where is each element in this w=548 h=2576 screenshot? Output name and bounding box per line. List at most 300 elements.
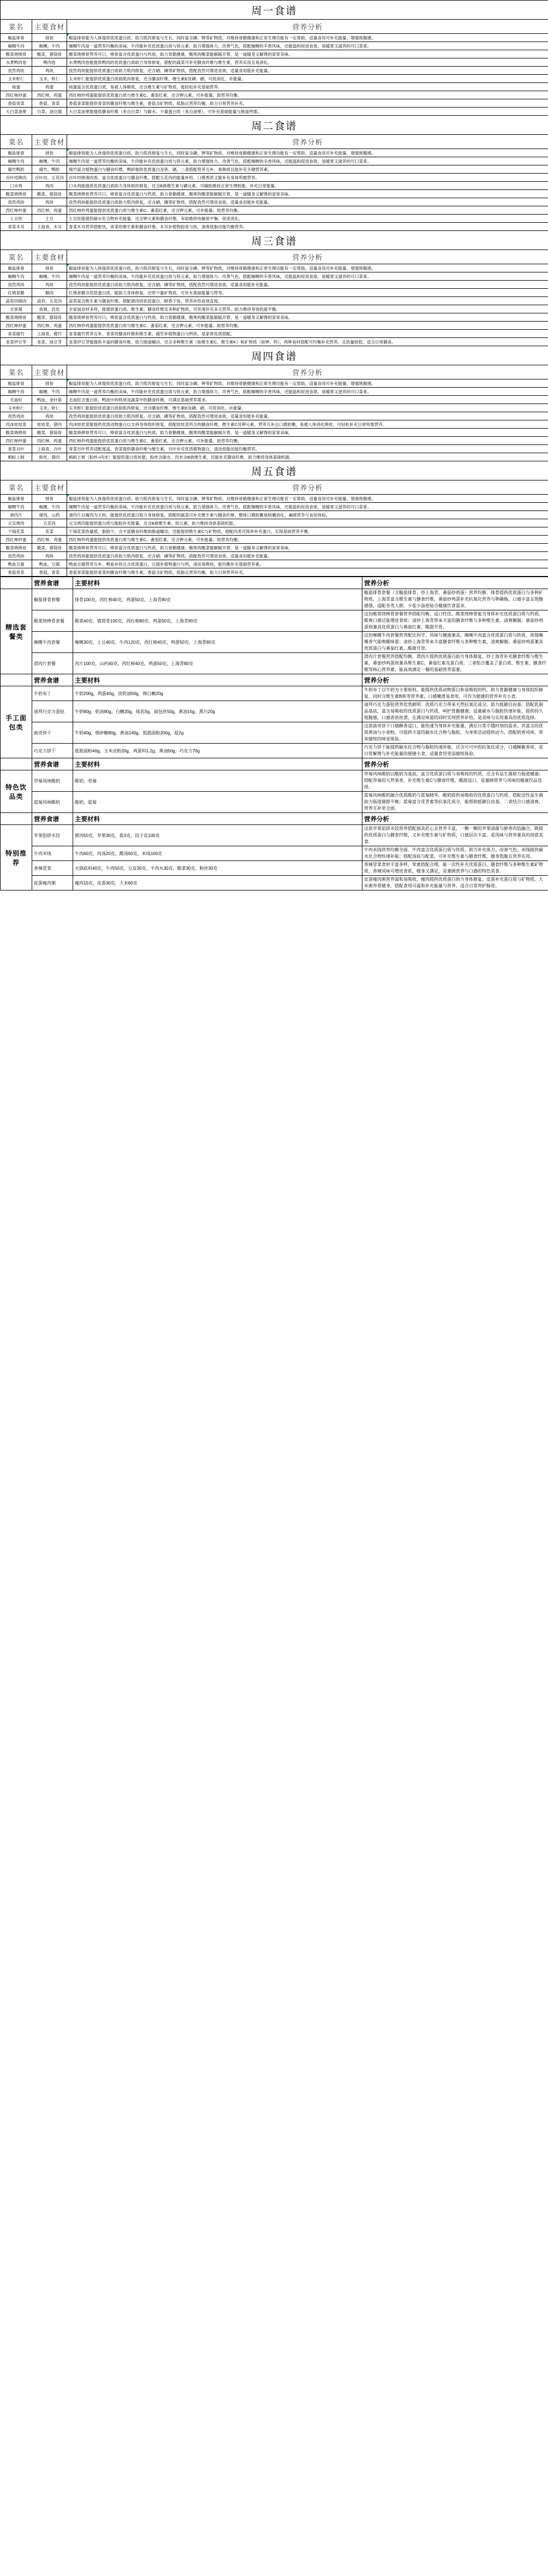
table-row [1,544,548,552]
table-row [1,527,548,536]
dish-nutrition-analysis: 椒盐排骨能为人体提供优质蛋白质，助力肌肉修复与生长，同时富含磷、钾等矿物质，对维持骨骼健康和正常生理功能有一定帮助，适量食用可补充能量、增强饱腹感。 [67,495,548,503]
recipe-nutrition-analysis: 牛奶布丁以牛奶为主要原料，能提供优质动物蛋白和易吸收的钙，助力骨骼健康与身体组织修复，同时含维生素B族等营养素，口感嫩滑易食用，可作为便捷的营养补充小食。 [362,686,548,701]
col-header-materials: 主要材料 [73,674,362,686]
dish-ingredients: 咖喱，牛肉 [32,42,67,50]
dish-nutrition-analysis: 红烧老鹅含优质蛋白质，能助力身体修复，还带少量矿物质，可补允基础能量与营养。 [67,289,548,297]
table-row [1,313,548,322]
dish-nutrition-analysis: 酸菜烧棒骨营养可口，棒骨富含优质蛋白与钙质，助力骨骼健康，酸爽的酸菜能解腻开胃，是一道暖身又解馋的家常美味。 [67,429,548,437]
dish-name: 西红柿炒蛋 [1,536,32,544]
dish-name: 红烧老鹅 [1,289,32,297]
dish-nutrition-analysis: 西红柿炒鸡蛋能提供优质蛋白质与维生素C、番茄红素，还含钾元素，可补能量、助营养均衡。 [67,437,548,445]
dish-nutrition-analysis: 青菜腐竹营养互补，青菜给膳食纤维和维生素，腐竹补植物蛋白与钙铁，是家常优质搭配。 [67,330,548,338]
day-title: 周三食谱 [1,231,548,250]
col-header-analysis: 营养分析 [362,758,548,770]
col-header-analysis: 营养分析 [67,250,548,264]
table-row [1,404,548,412]
table-row [1,75,548,83]
col-header-name: 菜名 [1,480,32,495]
table-row [1,67,548,75]
table-row [1,272,548,281]
dish-ingredients: 鸡块 [32,67,67,75]
dish-ingredients: 鸭肉卷 [32,58,67,67]
recipe-name: 酸菜烧棒骨套餐 [32,610,73,632]
dish-name: 滑肉片 [1,511,32,519]
col-header-name: 菜名 [1,250,32,264]
table-row [1,632,548,653]
recipe-nutrition-analysis: 这份咖喱牛肉套餐营养配比科学，风味与健康兼具。咖喱牛肉富含优质蛋白质与铁质，浓郁咖喱香气能唤醒味蕾；清炒上海青带来丰富膳食纤维与多种维生素，清爽解腻；番茄炒鸡蛋兼具优质蛋白与番茄红素，酸甜开胃。 [362,632,548,653]
dish-ingredients: 百叶结，五花肉 [32,174,67,182]
dish-name: 西红柿炒蛋 [1,322,32,330]
table-row [1,536,548,544]
dish-nutrition-analysis: 椒盐排骨能为人体提供优质蛋白质，助力肌肉修复与生长，同时富含磷、钾等矿物质，对维持骨骼健康和正常生理功能有一定帮助，适量食用可补充能量、增强饱腹感。 [67,264,548,272]
dish-ingredients: 西红柿，鸡蛋 [32,206,67,215]
dish-ingredients: 上海青，腐竹 [32,330,67,338]
dish-ingredients: 鸭血，豆腐 [32,560,67,568]
dish-nutrition-analysis: 西红柿炒鸡蛋能提供优质蛋白质与维生素C、番茄红素，还含钾元素，可补能量、助营养均衡。 [67,322,548,330]
table-row [1,770,548,792]
dish-ingredients: 酸菜，猪筒骨 [32,544,67,552]
dish-nutrition-analysis: 咖喱牛肉是一道营养均衡的美味，牛肉能补充优质蛋白质与铁元素，助力增强体力、改善气色，搭配咖喱的辛香风味，还能温和促进食欲，是暖胃又滋养的可口菜肴。 [67,388,548,396]
recipe-name: 草莓风味酸奶 [32,770,73,792]
dish-name: 青菜腐竹 [1,330,32,338]
dish-ingredients: 排骨 [32,34,67,42]
table-row [1,388,548,396]
dish-ingredients: 上海青，百叶 [32,445,67,453]
dish-name: 香菇青菜 [1,568,32,577]
dish-ingredients: 排骨 [32,264,67,272]
dish-ingredients: 香菇，青菜 [32,568,67,577]
dish-name: 椒盐排骨 [1,149,32,157]
table-row [1,289,548,297]
dish-name: 玉米虾仁 [1,75,32,83]
table-row [1,552,548,560]
recipe-nutrition-analysis: 香辣冒菜食材丰富多样，荤素搭配合理，能一次性补充优质蛋白、膳食纤维与多种维生素矿物质，香辣风味可增进食欲，暖身又满足，是兼顾营养与口感的特色美食。 [362,861,548,876]
dish-nutrition-analysis: 蚂蚁上树（粉丝+肉末）能提供蛋白质补能，粉丝含碳水、肉末含B族维生素，还能补充膳食纤维，助力维持身体基础机能。 [67,453,548,461]
table-row [1,503,548,511]
table-row [1,379,548,388]
col-header-materials: 主要材料 [73,813,362,825]
day-title-row [1,116,548,135]
dish-ingredients: 西红柿，鸡蛋 [32,536,67,544]
category-header-row [1,813,548,825]
dish-name: 韭菜炒豆芽 [1,338,32,346]
dish-name: 椒盐排骨 [1,264,32,272]
table-row [1,412,548,420]
dish-ingredients: 酸菜，猪筒骨 [32,50,67,58]
col-header-analysis: 营养分析 [362,674,548,686]
col-header-ingredients: 主要食材 [32,135,67,149]
dish-ingredients: 五花肉 [32,519,67,527]
recipe-materials: 瘦肉15克，皮蛋30克，大米60克 [73,876,362,891]
day-title: 周二食谱 [1,116,548,135]
recipe-name: 曲奇饼干 [32,722,73,744]
dish-name: 蒜苔回锅肉 [1,297,32,305]
dish-nutrition-analysis: 干锅花菜热量低、脂肪少，含丰富膳食纤维助肠道蠕动，还能提供维生素C与矿物质，搭配肉类可简单补充蛋白，实现基础营养平衡。 [67,527,548,536]
recipe-nutrition-analysis: 椒盐排骨套餐（含椒盐排骨、炒上海青、番茄炒鸡蛋）营养均衡，排骨提供优质蛋白与多种矿物质，上海青富含维生素与膳食纤维，番茄炒鸡蛋补充抗氧化营养与卵磷脂，口感丰富且饱腹感强，适配各类人群，少盐少油更贴合健康饮食需求。 [362,589,548,610]
col-header-recipe: 营养食谱 [32,813,73,825]
dish-ingredients: 酸菜，猪筒骨 [32,429,67,437]
dish-ingredients: 咖喱，牛肉 [32,388,67,396]
recipe-materials: 酸菜40克，猪筒骨100克，西红柿80克，鸡蛋50克，上海青80克 [73,610,362,632]
dish-name: 咖喱牛肉 [1,272,32,281]
table-row [1,338,548,346]
col-header-ingredients: 主要食材 [32,480,67,495]
dish-name: 酸菜烧棒骨 [1,544,32,552]
dish-name: 酸菜烧棒骨 [1,50,32,58]
recipe-nutrition-analysis: 巧克力饼干能提供碳水化合物与脂肪快速补能，还含可可中的抗氧化成分，口感酥脆香浓，是日常解馋与补充能量的便捷小食，适量食用更添愉悦体验。 [362,744,548,758]
dish-ingredients: 粉丝，猪肉 [32,453,67,461]
dish-nutrition-analysis: 土豆丝能提供碳水化合物补充能量，还含钾元素和膳食纤维，有助维持电解质平衡、促进消化。 [67,215,548,223]
table-row [1,589,548,610]
dish-name: 椒盐排骨 [1,34,32,42]
category-label: 手工面包类 [1,686,32,758]
category-label: 精选套餐类 [1,589,32,674]
dish-ingredients: 上海青，木耳 [32,223,67,231]
dish-name: 元宝烧肉 [1,519,32,527]
recipe-nutrition-analysis: 这份酸菜烧棒骨套餐营养搭配均衡，适口性佳。酸菜烧棒骨能为身体补充优质蛋白质与钙质，酸爽口感还能增进食欲；清炒上海青带来丰富的膳食纤维与多种维生素，清爽解腻；番茄炒鸡蛋则兼具优质蛋白与番茄红素，酸甜开胃。 [362,610,548,632]
recipe-materials: 酸奶，蓝莓 [73,792,362,813]
dish-name: 青菜百叶 [1,445,32,453]
dish-name: 咖喱牛肉 [1,42,32,50]
table-row [1,305,548,313]
dish-ingredients: 蒜苔，五花肉 [32,297,67,305]
category-header-spacer [1,577,32,589]
dish-nutrition-analysis: 孜然鸡块能提供优质蛋白质助力肌肉修复，还含硒、磷等矿物质，搭配孜然可增进食欲，适量食用能补充能量。 [67,281,548,289]
table-row [1,297,548,305]
dish-nutrition-analysis: 椒盐排骨能为人体提供优质蛋白质，助力肌肉修复与生长，同时富含磷、钾等矿物质，对维持骨骼健康和正常生理功能有一定帮助，适量食用可补充能量、增强饱腹感。 [67,34,548,42]
category-header-spacer [1,813,32,825]
dish-ingredients: 娃娃菜，猪肉 [32,420,67,429]
category-header-spacer [1,758,32,770]
dish-nutrition-analysis: 蒜苔富含维生素与膳食纤维，搭配猪肉的优质蛋白，鲜香下饭，营养补给高效直接。 [67,297,548,305]
dish-nutrition-analysis: 玉米虾仁能提供优质蛋白质助肌肉修复，还含膳食纤维、维生素E及磷、硒，可促消化、补能量。 [67,75,548,83]
dish-name: 青菜木耳 [1,223,32,231]
table-row [1,511,548,519]
recipe-nutrition-analysis: 这款曲奇饼干口感酥香适口，能快速为身体补充能量，满足日常小饿时刻的需求。其富含的优质黄油与小麦粉，可提供丰富的碳水化合物与脂肪，为身体活动提供动力，搭配奶香风味，带来愉悦的味觉体验。 [362,722,548,744]
col-header-analysis: 营养分析 [67,480,548,495]
recipe-materials: 猪肉50克，苹果30克，盐3克，饺子皮100克 [73,825,362,846]
dish-nutrition-analysis: 大白菜油果能提供膳食纤维（来自白菜）与碳水、少量蛋白质（来自油果），可补充基础能量与肠道所需。 [67,108,548,116]
dish-name: 咖喱牛肉 [1,157,32,165]
dish-nutrition-analysis: 椒盐排骨能为人体提供优质蛋白质，助力肌肉修复与生长，同时富含磷、钾等矿物质，对维持骨骼健康和正常生理功能有一定帮助，适量食用可补充能量、增强饱腹感。 [67,379,548,388]
dish-name: 西红柿炒蛋 [1,437,32,445]
col-header-name: 菜名 [1,365,32,379]
day-header-row [1,365,548,379]
col-header-name: 菜名 [1,135,32,149]
recipe-materials: 肉片100克，山药40克，西红柿40克，鸡蛋50克，上海青80克 [73,653,362,674]
dish-ingredients: 西红柿，鸡蛋 [32,437,67,445]
category-header-row [1,577,548,589]
table-row [1,206,548,215]
dish-nutrition-analysis: 孜然鸡块能提供优质蛋白质助力肌肉修复，还含硒、磷等矿物质，搭配孜然可增进食欲，适量食用能补充能量。 [67,198,548,206]
table-row [1,701,548,722]
dish-ingredients: 排骨 [32,379,67,388]
category-header-row [1,674,548,686]
dish-ingredients: 排骨 [32,149,67,157]
recipe-nutrition-analysis: 牛肉米线营养均衡全面，牛肉富含优质蛋白质与铁质，助力补充体力、改善气色；米线提供碳水化合物快速补能；搭配汤底与配菜，可补充维生素与膳食纤维，暖身饱腹且营养实用。 [362,846,548,861]
table-row [1,876,548,891]
dish-name: 玉米虾仁 [1,404,32,412]
dish-nutrition-analysis: 酸菜烧棒骨营养可口，棒骨富含优质蛋白与钙质，助力骨骼健康，酸爽的酸菜能解腻开胃，是一道暖身又解馋的家常美味。 [67,313,548,322]
recipe-nutrition-analysis: 皮蛋瘦肉粥营养温和易吸收，瘦肉提供优质蛋白助力身体修复，皮蛋补充蛋白质与矿物质，大米粥养胃暖身，搭配食用可温和补充能量与营养，适合日常养护肠胃。 [362,876,548,891]
table-row [1,182,548,190]
table-row [1,495,548,503]
table-row [1,264,548,272]
dish-nutrition-analysis: 咖喱牛肉是一道营养均衡的美味，牛肉能补充优质蛋白质与铁元素，助力增强体力、改善气色，搭配咖喱的辛香风味，还能温和促进食欲，是暖胃又滋养的可口菜肴。 [67,42,548,50]
col-header-analysis: 营养分析 [362,577,548,589]
table-row [1,91,548,99]
dish-nutrition-analysis: 酸菜烧棒骨营养可口，棒骨富含优质蛋白与钙质，助力骨骼健康，酸爽的酸菜能解腻开胃，是一道暖身又解馋的家常美味。 [67,544,548,552]
table-row [1,846,548,861]
dish-name: 毛血旺 [1,396,32,404]
dish-name: 百叶结烧肉 [1,174,32,182]
recipe-materials: 咖喱30克，土豆40克，牛肉120克，西红柿40克，鸡蛋50克，上海青80克 [73,632,362,653]
table-row [1,825,548,846]
dish-nutrition-analysis: 西红柿炒鸡蛋能提供优质蛋白质与维生素C、番茄红素，还含钾元素，可补能量、助营养均衡。 [67,536,548,544]
day-title-row [1,461,548,480]
dish-nutrition-analysis: 元宝烧肉能提供蛋白质与脂肪补充能量，还含B族维生素、铁元素，助力维持身体基础机能。 [67,519,548,527]
recipe-nutrition-analysis: 这款苹果馅饼水饺营养搭配独具匠心且营养丰富，一颗一颗的苹果清甜与鲜香肉馅融合，既提供优质蛋白与膳食纤维，又补充维生素与矿物质，口感层次丰富，是风味与营养兼具的创意美食。 [362,825,548,846]
table-row [1,330,548,338]
dish-name: 腐竹鸭胗 [1,165,32,174]
dish-nutrition-analysis: 香菇青菜能提供青菜的膳食纤维与维生素，香菇含矿物质，低脂且营养均衡，助力日常营养补充。 [67,568,548,577]
col-header-recipe: 营养食谱 [32,758,73,770]
table-row [1,34,548,42]
dish-ingredients: 玉米，虾仁 [32,75,67,83]
dish-ingredients: 腐竹，鸭胗 [32,165,67,174]
table-row [1,42,548,50]
recipe-materials: 牛奶80g，奶油90g，白糖20g，炼乳5g，面包丝50g，黄油15g，黑巧20g [73,701,362,722]
category-header-spacer [1,674,32,686]
table-row [1,722,548,744]
table-row [1,792,548,813]
dish-name: 蚂蚁上树 [1,453,32,461]
dish-ingredients: 排骨 [32,495,67,503]
col-header-ingredients: 主要食材 [32,20,67,34]
table-row [1,453,548,461]
day-title-row [1,1,548,20]
dish-ingredients: 香菇，青菜 [32,99,67,108]
recipe-nutrition-analysis: 迪拜巧克力蛋挞营养优势鲜明：优质巧克力带来天然抗氧化成分，助力抵御自由基；搭配乳制品基底，富含易吸收的优质蛋白与钙质，呵护骨骼健康；适量碳水与脂肪快速补能、提供持久饱腹感，口感香浓丝滑，在满足味蕾的同时实现营养补给，是美味与实用兼具的优质选择。 [362,701,548,722]
dish-nutrition-analysis: 孜然鸡块能提供优质蛋白质助力肌肉修复，还含硒、磷等矿物质，搭配孜然可增进食欲，适量食用能补充能量。 [67,67,548,75]
recipe-name: 苹果馅饼水饺 [32,825,73,846]
dish-ingredients: 鸡块 [32,412,67,420]
dish-nutrition-analysis: 毛血旺含蛋白质、鸭血中的铁质及蔬菜中的膳食纤维，可满足基础营养需求。 [67,396,548,404]
dish-name: 肉沫娃娃菜 [1,420,32,429]
dish-ingredients: 鹅肉 [32,289,67,297]
dish-name: 全家福 [1,305,32,313]
dish-nutrition-analysis: 青菜百叶营养适配度高，青菜提供膳食纤维与维生素，百叶补充优质植物蛋白，清淡低脂还能均衡营养。 [67,445,548,453]
dish-nutrition-analysis: 香菇青菜能提供青菜的膳食纤维与维生素，香菇含矿物质，低脂且营养均衡，助力日常营养补充。 [67,99,548,108]
dish-nutrition-analysis: 水煮鸭肉卷能提供鸭肉的优质蛋白质助力身体修复，搭配的蔬菜可补充膳食纤维与维生素，营养实用且易消化。 [67,58,548,67]
recipe-nutrition-analysis: 草莓风味酸奶以酸奶为基底，富含优质蛋白质与易吸收的钙质，还含有益生菌助力肠道健康；搭配草莓的天然果香，补充维生素C与膳食纤维，酸甜适口，是兼顾营养与风味的健康饮品选择。 [362,770,548,792]
table-row [1,610,548,632]
category-label: 特色饮品类 [1,770,32,813]
dish-name: 咖喱牛肉 [1,388,32,396]
recipe-materials: 排骨100克，西红柿40克，鸡蛋50克，上海青80克 [73,589,362,610]
dish-ingredients: 白菜，油豆腐 [32,108,67,116]
dish-ingredients: 花菜 [32,527,67,536]
recipe-name: 巧克力饼干 [32,744,73,758]
category-header-row [1,758,548,770]
dish-name: 椒盐排骨 [1,379,32,388]
dish-nutrition-analysis: 玉米虾仁能提供优质蛋白质助肌肉修复，还含膳食纤维、维生素E及磷、硒，可促消化、补能量。 [67,404,548,412]
col-header-analysis: 营养分析 [67,20,548,34]
table-row [1,281,548,289]
dish-ingredients: 西红柿，鸡蛋 [32,91,67,99]
table-row [1,223,548,231]
recipe-name: 皮蛋瘦肉粥 [32,876,73,891]
col-header-recipe: 营养食谱 [32,577,73,589]
dish-nutrition-analysis: 全家福食材多样，能提供蛋白质、维生素、膳食纤维及多种矿物质，可快速补充多元营养，助力维持身体机能平衡。 [67,305,548,313]
dish-ingredients: 鱼圆，肉皮 [32,305,67,313]
dish-ingredients: 玉米，虾仁 [32,404,67,412]
dish-ingredients: 鸡块 [32,198,67,206]
day-header-row [1,20,548,34]
day-header-row [1,250,548,264]
category-label: 特别推荐 [1,825,32,891]
dish-name: 酸菜烧棒骨 [1,429,32,437]
table-row [1,174,548,182]
col-header-recipe: 营养食谱 [32,674,73,686]
dish-name: 孜然鸡块 [1,412,32,420]
dish-name: 咖喱牛肉 [1,503,32,511]
col-header-analysis: 营养分析 [362,813,548,825]
dish-ingredients: 鸡肉 [32,182,67,190]
dish-name: 土豆丝 [1,215,32,223]
dish-name: 炖蛋 [1,83,32,91]
table-row [1,686,548,701]
dish-name: 酸菜烧棒骨 [1,190,32,198]
weekly-menu-sheet [0,0,548,891]
dish-nutrition-analysis: 孜然鸡块能提供优质蛋白质助力肌肉修复，还含硒、磷等矿物质，搭配孜然可增进食欲，适量食用能补充能量。 [67,412,548,420]
recipe-name: 牛肉米线 [32,846,73,861]
dish-ingredients: 鸡蛋 [32,83,67,91]
dish-nutrition-analysis: 西红柿炒鸡蛋能提供优质蛋白质与维生素C、番茄红素，还含钾元素，可补能量、助营养均衡。 [67,91,548,99]
dish-nutrition-analysis: 西红柿炒鸡蛋能提供优质蛋白质与维生素C、番茄红素，还含钾元素，可补能量、助营养均衡。 [67,206,548,215]
table-row [1,519,548,527]
dish-ingredients: 咖喱，牛肉 [32,272,67,281]
table-row [1,157,548,165]
recipe-materials: 牛奶200g，鸡蛋40g，淡奶油50g，绵白糖20g [73,686,362,701]
table-row [1,165,548,174]
dish-nutrition-analysis: 炖蛋富含优质蛋白质，易被人体吸收，还含维生素与矿物质，能轻松补充基础营养。 [67,83,548,91]
dish-ingredients: 猪肉，山药 [32,511,67,519]
recipe-materials: 酸奶，草莓 [73,770,362,792]
table-row [1,58,548,67]
table-row [1,437,548,445]
table-row [1,215,548,223]
dish-nutrition-analysis: 椒盐排骨能为人体提供优质蛋白质，助力肌肉修复与生长，同时富含磷、钾等矿物质，对维持骨骼健康和正常生理功能有一定帮助，适量食用可补充能量、增强饱腹感。 [67,149,548,157]
dish-nutrition-analysis: 咖喱牛肉是一道营养均衡的美味，牛肉能补充优质蛋白质与铁元素，助力增强体力、改善气色，搭配咖喱的辛香风味，还能温和促进食欲，是暖胃又滋养的可口菜肴。 [67,157,548,165]
table-row [1,653,548,674]
recipe-materials: 低筋面粉40g，玉米淀粉20g，鸡蛋料1.2g，黄油50g，巧克力70g [73,744,362,758]
day-header-row [1,480,548,495]
dish-nutrition-analysis: 滑肉片以瘦肉为主料，能提供优质蛋白助力身体修复，搭配的蔬菜可补充维生素与膳食纤维，整体口感软嫩易咀嚼消化，兼顾营养与食用体验。 [67,511,548,519]
table-row [1,445,548,453]
col-header-analysis: 营养分析 [67,365,548,379]
day-title-row [1,346,548,365]
dish-nutrition-analysis: 百叶结吸满肉香，富含优质蛋白与膳食纤维，搭配五花肉的能量补给，口感香浓又能补充身体所需营养。 [67,174,548,182]
recipe-name: 蓝莓风味酸奶 [32,792,73,813]
table-row [1,83,548,91]
dish-name: 水煮鸭肉卷 [1,58,32,67]
recipe-materials: 牛奶40g，细砂糖80g，黄油140g，低筋面粉200g，盐2g [73,722,362,744]
recipe-name: 迪拜巧克力蛋挞 [32,701,73,722]
recipe-materials: 火锅底料40克，牛肉50克，豆皮30克，牛肉丸30克，酸菜30克，粉丝30克 [73,861,362,876]
table-row [1,429,548,437]
dish-name: 西红柿炒蛋 [1,206,32,215]
dish-nutrition-analysis: 腐竹富含植物蛋白与膳食纤维，鸭胗提供优质蛋白及铁、硒，二者搭配营养互补，易吸收且能补充关键营养素。 [67,165,548,174]
table-row [1,149,548,157]
dish-name: 鸭血豆腐 [1,560,32,568]
col-header-ingredients: 主要食材 [32,365,67,379]
dish-ingredients: 酸菜，猪筒骨 [32,190,67,198]
menu-table [0,0,548,577]
recipe-name: 滑肉片套餐 [32,653,73,674]
table-row [1,396,548,404]
table-row [1,568,548,577]
recipe-nutrition-analysis: 蓝莓风味酸奶融合优质酸奶与蓝莓精华，酸奶提供易吸收的优质蛋白与钙质，搭配活性益生菌助力肠道菌群平衡；蓝莓富含花青素等抗氧化成分，能帮助抵御自由基，二者结合口感清爽，营养互补更全面。 [362,792,548,813]
dish-name: 孜然鸡块 [1,281,32,289]
dish-nutrition-analysis: 鸭血豆腐营养互补，鸭血补铁且含优质蛋白，豆腐补植物蛋白与钙，清淡易吸收，能均衡补充基础营养素。 [67,560,548,568]
dish-nutrition-analysis: 孜然鸡块能提供优质蛋白质助力肌肉修复，还含硒、磷等矿物质，搭配孜然可增进食欲，适量食用能补充能量。 [67,552,548,560]
table-row [1,50,548,58]
dish-nutrition-analysis: 咖喱牛肉是一道营养均衡的美味，牛肉能补充优质蛋白质与铁元素，助力增强体力、改善气色，搭配咖喱的辛香风味，还能温和促进食欲，是暖胃又滋养的可口菜肴。 [67,503,548,511]
dish-nutrition-analysis: 韭菜炒豆芽能提供丰富的膳食纤维，助力肠道蠕动，还含多种维生素（如维生素C、维生素K）和矿物质（如钾、钙），两种食材搭配可均衡补充营养，且热量较低，适合日常膳食。 [67,338,548,346]
recipe-materials: 牛肉60克，肉汤20克，酸汤60克，米线100克 [73,846,362,861]
dish-nutrition-analysis: 肉沫娃娃菜能提供优质动物蛋白以支持身体组织修复，搭配娃娃菜所含的膳食纤维、维生素C及钾元素，营养互补且口感软嫩，易被人体消化吸收，可轻松补充日常所需营养。 [67,420,548,429]
dish-name: 椒盐排骨 [1,495,32,503]
table-row [1,198,548,206]
recipe-name: 牛奶布丁 [32,686,73,701]
day-header-row [1,135,548,149]
table-row [1,108,548,116]
recipe-name: 咖喱牛肉套餐 [32,632,73,653]
col-header-materials: 主要材料 [73,758,362,770]
recipe-name: 香辣冒菜 [32,861,73,876]
dish-nutrition-analysis: 咖喱牛肉是一道营养均衡的美味，牛肉能补充优质蛋白质与铁元素，助力增强体力、改善气色，搭配咖喱的辛香风味，还能温和促进食欲，是暖胃又滋养的可口菜肴。 [67,272,548,281]
day-title: 周五食谱 [1,461,548,480]
dish-name: 酸菜烧棒骨 [1,313,32,322]
day-title-row [1,231,548,250]
table-row [1,861,548,876]
table-row [1,190,548,198]
dish-ingredients: 咖喱，牛肉 [32,503,67,511]
dish-ingredients: 鸡块 [32,552,67,560]
recipe-nutrition-analysis: 滑肉片套餐营养搭配均衡，滑肉片提供优质蛋白助力身体修复，炒上海青补充膳食纤维与维生素，番茄炒鸡蛋则兼具维生素C、番茄红素及蛋白质，三者组合覆盖了蛋白质、维生素、膳食纤维等核心营养素，能高效满足一餐的基础营养需要。 [362,653,548,674]
table-row [1,744,548,758]
col-header-name: 菜名 [1,20,32,34]
dish-nutrition-analysis: 口水鸡能提供优质蛋白质助力身体组织修复，还含B族维生素与磷元素，可辅助维持正常生理机能，补充日常能量。 [67,182,548,190]
dish-ingredients: 土豆 [32,215,67,223]
table-row [1,99,548,108]
dish-name: 孜然鸡块 [1,67,32,75]
dish-nutrition-analysis: 酸菜烧棒骨营养可口，棒骨富含优质蛋白与钙质，助力骨骼健康，酸爽的酸菜能解腻开胃，是一道暖身又解馋的家常美味。 [67,50,548,58]
table-row [1,560,548,568]
recipe-name: 椒盐排骨套餐 [32,589,73,610]
dish-name: 口水鸡 [1,182,32,190]
day-title: 周一食谱 [1,1,548,20]
dish-nutrition-analysis: 酸菜烧棒骨营养可口，棒骨富含优质蛋白与钙质，助力骨骼健康，酸爽的酸菜能解腻开胃，是一道暖身又解馋的家常美味。 [67,190,548,198]
dish-name: 香菇青菜 [1,99,32,108]
col-header-analysis: 营养分析 [67,135,548,149]
dish-name: 孜然鸡块 [1,552,32,560]
dish-ingredients: 西红柿，鸡蛋 [32,322,67,330]
day-title: 周四食谱 [1,346,548,365]
table-row [1,322,548,330]
dish-ingredients: 鸡块 [32,281,67,289]
